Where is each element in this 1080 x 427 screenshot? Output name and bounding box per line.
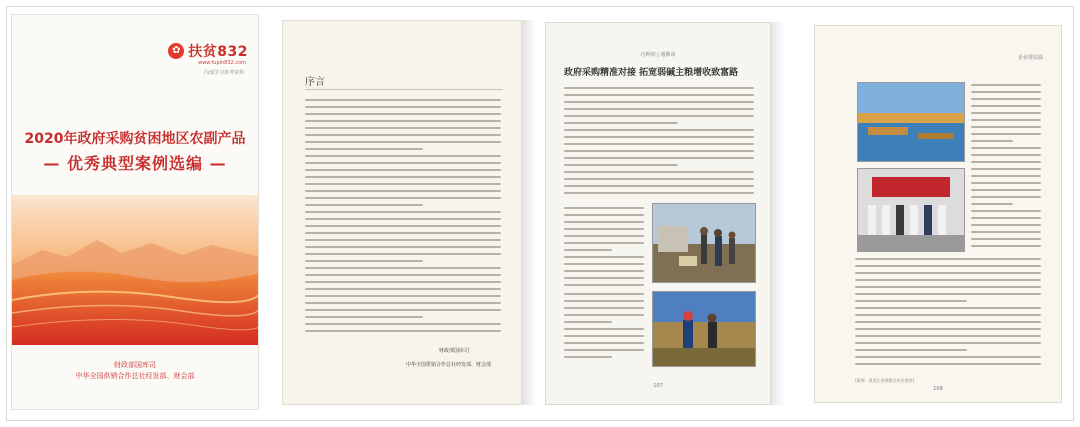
text-line (564, 335, 644, 337)
text-line (855, 265, 1041, 267)
text-line (971, 238, 1041, 240)
article-photo-harvest (652, 291, 756, 367)
text-line (971, 224, 1041, 226)
text-line (305, 211, 501, 213)
text-line (564, 263, 644, 265)
text-line (564, 256, 644, 258)
cover-title-line1: 2020年政府采购贫困地区农副产品 (24, 131, 246, 147)
logo-url: www.fupin832.com (198, 60, 246, 66)
text-line (305, 183, 501, 185)
cover-publisher-2: 中华全国供销合作总社经发部、财会部 (75, 372, 195, 380)
text-line (855, 279, 1041, 281)
text-line (564, 129, 754, 131)
text-line (971, 210, 1041, 212)
text-line (305, 232, 501, 234)
text-line (305, 267, 501, 269)
text-line (971, 203, 1013, 205)
text-line (971, 182, 1041, 184)
text-line (855, 300, 967, 302)
text-line (305, 127, 501, 129)
text-line (564, 270, 644, 272)
text-line (305, 204, 423, 206)
text-line (305, 169, 501, 171)
text-line (971, 147, 1041, 149)
text-line (855, 363, 1041, 365)
text-line (971, 175, 1041, 177)
text-line (564, 115, 754, 117)
article-page (545, 22, 771, 405)
text-line (971, 119, 1041, 121)
text-line (564, 242, 644, 244)
text-line (305, 316, 423, 318)
text-line (855, 335, 1041, 337)
cover-title-line2: — 优秀典型案例选编 — (43, 154, 227, 173)
text-line (564, 214, 644, 216)
text-line (971, 196, 1041, 198)
text-line (305, 99, 501, 101)
preface-edge-shadow (522, 20, 536, 405)
text-line (305, 323, 501, 325)
text-line (305, 155, 501, 157)
article-body-text-bottom (564, 293, 644, 363)
article-running-head: 巧种谚 | 通顺谈 (640, 52, 676, 58)
text-line (305, 197, 501, 199)
text-line (564, 221, 644, 223)
text-line (855, 307, 1041, 309)
text-line (971, 189, 1041, 191)
case-page-number: 108 (933, 386, 943, 392)
text-line (855, 314, 1041, 316)
text-line (971, 133, 1041, 135)
text-line (564, 192, 754, 194)
text-line (564, 178, 754, 180)
text-line (305, 295, 501, 297)
logo-tagline: 内部学习参考资料 (203, 70, 244, 76)
text-line (855, 342, 1041, 344)
article-title: 政府采购精准对接 拓宽弱碱主粮增收致富路 (564, 68, 739, 78)
logo-text: 扶贫832 (188, 44, 248, 60)
text-line (855, 272, 1041, 274)
text-line (305, 134, 501, 136)
text-line (564, 228, 644, 230)
text-line (564, 314, 644, 316)
text-line (305, 288, 501, 290)
case-study-page (814, 25, 1062, 403)
brand-logo (168, 41, 248, 61)
text-line (564, 328, 644, 330)
logo-mark-icon: ✿ (168, 43, 184, 59)
preface-signature-2: 中华全国供销合作总社经发部、财会部 (405, 362, 491, 368)
text-line (971, 84, 1041, 86)
text-line (564, 150, 754, 152)
text-line (305, 246, 501, 248)
case-footer-note: (案例：黑龙江省供销合作社推荐) (855, 378, 915, 383)
text-line (855, 286, 1041, 288)
text-line (305, 274, 501, 276)
text-line (971, 231, 1041, 233)
text-line (305, 281, 501, 283)
case-running-head: 企业帮扶篇 (1017, 55, 1043, 61)
text-line (305, 302, 501, 304)
text-line (305, 176, 501, 178)
text-line (855, 293, 1041, 295)
text-line (971, 245, 1041, 247)
text-line (564, 249, 612, 251)
text-line (564, 300, 644, 302)
text-line (855, 356, 1041, 358)
preface-page (282, 20, 522, 405)
article-body-text-top (564, 87, 754, 199)
text-line (971, 140, 1013, 142)
text-line (564, 108, 754, 110)
text-line (971, 168, 1041, 170)
article-page-number: 107 (653, 383, 663, 389)
text-line (564, 307, 644, 309)
text-line (564, 157, 754, 159)
text-line (971, 91, 1041, 93)
text-line (971, 154, 1041, 156)
text-line (564, 171, 754, 173)
text-line (971, 105, 1041, 107)
article-body-text-left (564, 207, 644, 291)
text-line (564, 143, 754, 145)
text-line (305, 239, 501, 241)
text-line (305, 162, 501, 164)
text-line (305, 190, 501, 192)
text-line (305, 330, 501, 332)
case-photo-wetland (857, 82, 965, 162)
case-body-text-bottom (855, 258, 1041, 370)
text-line (971, 112, 1041, 114)
text-line (305, 225, 501, 227)
text-line (564, 164, 678, 166)
text-line (971, 126, 1041, 128)
text-line (305, 106, 501, 108)
text-line (564, 94, 754, 96)
text-line (305, 260, 423, 262)
text-line (564, 349, 644, 351)
text-line (564, 185, 754, 187)
book-cover (11, 14, 259, 410)
preface-title: 序言 (305, 77, 325, 88)
text-line (305, 309, 501, 311)
article-edge-shadow (771, 22, 785, 405)
cover-sunset-artwork (12, 195, 259, 345)
text-line (305, 120, 501, 122)
text-line (305, 218, 501, 220)
text-line (564, 87, 754, 89)
text-line (855, 258, 1041, 260)
article-photo-farmers (652, 203, 756, 283)
text-line (855, 328, 1041, 330)
text-line (564, 356, 612, 358)
text-line (305, 113, 501, 115)
text-line (971, 98, 1041, 100)
case-body-text-side (971, 84, 1041, 252)
text-line (564, 207, 644, 209)
text-line (305, 253, 501, 255)
text-line (564, 342, 644, 344)
text-line (564, 101, 754, 103)
text-line (564, 235, 644, 237)
preface-divider (305, 89, 503, 90)
cover-publisher-1: 财政部国库司 (114, 361, 156, 369)
text-line (971, 161, 1041, 163)
preface-signature-1: 财政部国库司 (438, 348, 469, 354)
text-line (305, 148, 423, 150)
text-line (855, 349, 967, 351)
text-line (564, 284, 644, 286)
text-line (564, 122, 678, 124)
text-line (564, 321, 612, 323)
text-line (564, 277, 644, 279)
text-line (305, 141, 501, 143)
text-line (855, 321, 1041, 323)
case-photo-workers (857, 168, 965, 252)
text-line (564, 293, 644, 295)
preface-body-text (305, 99, 501, 337)
text-line (564, 136, 754, 138)
text-line (971, 217, 1041, 219)
